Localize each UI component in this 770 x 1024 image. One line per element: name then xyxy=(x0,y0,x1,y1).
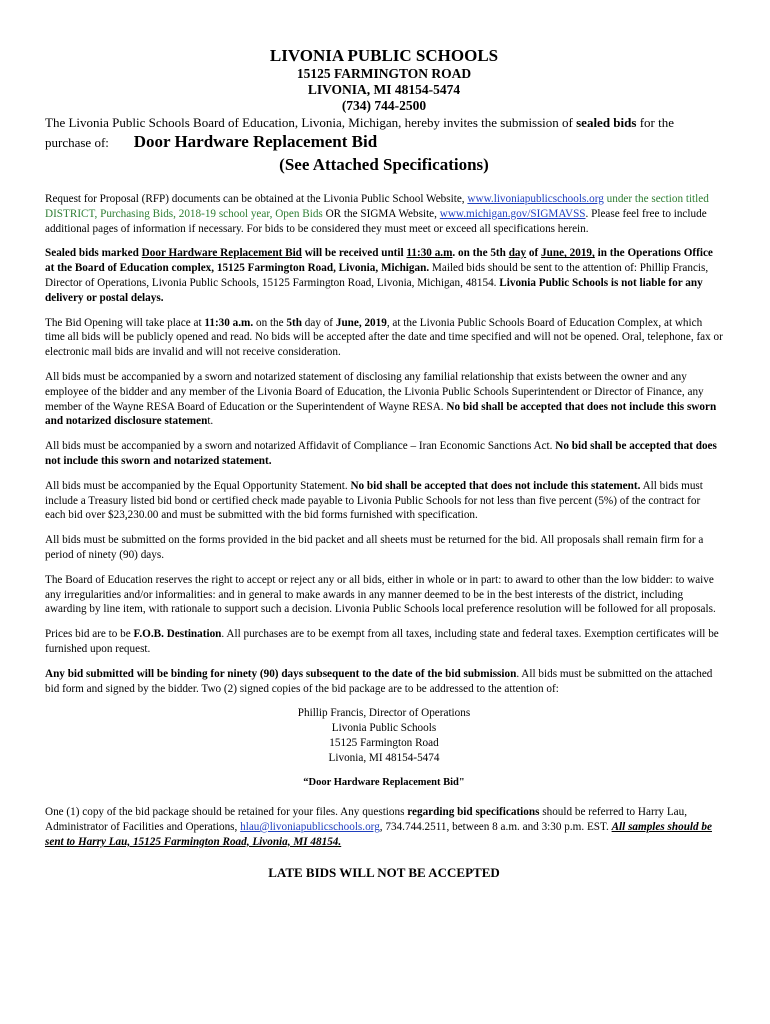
mailing-address xyxy=(45,706,723,766)
sealed-title: Door Hardware Replacement Bid xyxy=(141,247,302,260)
address-line-3: 15125 Farmington Road xyxy=(329,737,439,750)
prices-fob: F.O.B. Destination xyxy=(133,628,222,641)
eeo-a: All bids must be accompanied by the Equal Opportunity Statement. xyxy=(45,479,348,492)
copy-b: regarding bid specifications xyxy=(407,806,540,819)
bid-subtitle: (See Attached Specifications) xyxy=(279,155,489,174)
rfp-rest: . Please feel free to include additional pages of information if necessary. For bids to be considered they must meet or exceed all specifications herein. xyxy=(45,207,707,235)
address-line-2: Livonia Public Schools xyxy=(331,722,437,735)
rfp-text: Request for Proposal (RFP) documents can be obtained at the Livonia Public School Website, xyxy=(45,193,465,205)
opening-a: The Bid Opening will take place at xyxy=(45,316,202,329)
opening-day: 5th xyxy=(286,316,302,329)
intro-text: The Livonia Public Schools Board of Education, Livonia, Michigan, hereby invites the submission of xyxy=(45,115,573,130)
sealed-time: 11:30 a.m xyxy=(406,247,453,260)
opening-date: June, 2019 xyxy=(335,316,387,329)
rfp-paragraph xyxy=(45,192,723,236)
familial-c: t. xyxy=(207,415,214,428)
prices-c: . All purchases are to be exempt from all taxes, including state and federal taxes. Exemption certificates will be furnished upon request. xyxy=(45,628,719,655)
sealed-date: June, 2019, xyxy=(541,247,595,260)
sealed-c: . on the 5th xyxy=(452,247,506,260)
address-line-1: Phillip Francis, Director of Operations xyxy=(297,707,471,720)
copy-c: should be referred to Harry Lau, Administrator of Facilities and Operations, xyxy=(45,806,688,833)
envelope-label: “Door Hardware Replacement Bid" xyxy=(303,777,465,789)
opening-time: 11:30 a.m. xyxy=(204,316,254,329)
org-phone: (734) 744-2500 xyxy=(341,98,427,113)
opening-b: on the xyxy=(255,316,284,329)
familial-paragraph xyxy=(45,370,723,429)
address-line-4: Livonia, MI 48154-5474 xyxy=(328,752,440,765)
document-page xyxy=(45,46,723,880)
purchase-line xyxy=(45,131,723,154)
prices-a: Prices bid are to be xyxy=(45,628,131,641)
sealed-a: Sealed bids marked xyxy=(45,247,139,260)
intro-after: for the xyxy=(639,115,674,130)
sealed-d: of xyxy=(528,247,539,260)
eeo-c: All bids must include a Treasury listed bid bond or certified check made payable to Livonia Public Schools for not less than five percent (5%) of the contract for each bid over $23,230.00 and must be submitted with the bid forms furnished with specification. xyxy=(45,479,703,522)
sealed-f: Mailed bids should be sent to the attention of: Phillip Francis, Director of Operations, Livonia Public Schools, 15125 Farmington Road, Livonia, Michigan, 48154. xyxy=(45,262,709,289)
copy-a: One (1) copy of the bid package should be retained for your files. Any questions xyxy=(45,806,405,819)
forms-paragraph: All bids must be submitted on the forms provided in the bid packet and all sheets must be returned for the bid. All proposals shall remain firm for a period of ninety (90) days. xyxy=(45,534,704,561)
sealed-g: Livonia Public Schools is not liable for any delivery or postal delays. xyxy=(45,276,703,304)
opening-paragraph xyxy=(45,316,723,360)
opening-d: , at the Livonia Public Schools Board of Education Complex, at which time all bids will be publicly opened and read. No bids will be accepted after the date and time specified and will not be opened. Oral, telephone, fax or electronic mail bids are invalid and will not receive consideration. xyxy=(45,316,723,359)
intro-paragraph xyxy=(45,115,723,131)
prices-paragraph xyxy=(45,627,723,657)
iran-b: No bid shall be accepted that does not include this sworn and notarized statement. xyxy=(45,440,717,467)
late-bids-notice: LATE BIDS WILL NOT BE ACCEPTED xyxy=(268,864,500,880)
purchase-label: purchase of: xyxy=(45,135,109,150)
bid-title: Door Hardware Replacement Bid xyxy=(133,132,378,151)
familial-a: All bids must be accompanied by a sworn and notarized statement of disclosing any familial relationship that exists between the owner and any employee of the bidder and any member of the Livonia Board of Education, the Livonia Public Schools Superintendent or Director of Finance, any member of the Wayne RESA Board of Education or the Superintendent of Wayne RESA. xyxy=(45,370,704,413)
eeo-b: No bid shall be accepted that does not include this statement. xyxy=(350,479,641,492)
website-link[interactable]: www.livoniapublicschools.org xyxy=(467,193,604,205)
copy-paragraph xyxy=(45,805,723,849)
binding-b: . All bids must be submitted on the attached bid form and signed by the bidder. Two (2) signed copies of the bid package are to be addressed to the attention of: xyxy=(45,667,713,695)
rfp-or-text: OR the SIGMA Website, xyxy=(325,207,437,220)
binding-paragraph xyxy=(45,667,723,697)
org-city: LIVONIA, MI 48154-5474 xyxy=(307,82,461,97)
rfp-section-text: under the section titled DISTRICT, Purchasing Bids, 2018-19 school year, Open Bids xyxy=(45,193,709,220)
sigma-link[interactable]: www.michigan.gov/SIGMAVSS xyxy=(439,207,586,220)
opening-c: day of xyxy=(304,316,334,329)
sealed-b: will be received until xyxy=(304,247,404,260)
sealed-e: in the Operations Office at the Board of Education complex, 15125 Farmington Road, Livonia, Michigan. xyxy=(45,247,713,275)
intro-bold: sealed bids xyxy=(576,115,637,130)
binding-a: Any bid submitted will be binding for ninety (90) days subsequent to the date of the bid submission xyxy=(45,667,517,680)
iran-paragraph xyxy=(45,439,723,469)
org-name: LIVONIA PUBLIC SCHOOLS xyxy=(269,46,499,65)
board-paragraph: The Board of Education reserves the right to accept or reject any or all bids, either in whole or in part: to award to other than the low bidder: to waive any irregularities and/or informalities: and in general to make awards in any manner deemed to be in the best interests of the district, including awarding by line item, with rationale to support such a decision. Livonia Public Schools local preference resolution will be followed for all proposals. xyxy=(45,573,716,616)
org-street: 15125 FARMINGTON ROAD xyxy=(296,66,472,81)
copy-d: , 734.744.2511, between 8 a.m. and 3:30 p.m. EST. xyxy=(379,820,609,833)
letterhead xyxy=(45,46,723,114)
eeo-paragraph xyxy=(45,479,723,523)
familial-b: No bid shall be accepted that does not include this sworn and notarized disclosure statemen xyxy=(45,400,717,428)
samples-notice: All samples should be sent to Harry Lau, 15125 Farmington Road, Livonia, MI 48154. xyxy=(45,820,712,848)
sealed-bids-paragraph xyxy=(45,246,723,305)
iran-a: All bids must be accompanied by a sworn and notarized Affidavit of Compliance – Iran Economic Sanctions Act. xyxy=(45,440,553,453)
sealed-day: day xyxy=(508,247,527,260)
email-link[interactable]: hlau@livoniapublicschools.org xyxy=(240,820,380,833)
